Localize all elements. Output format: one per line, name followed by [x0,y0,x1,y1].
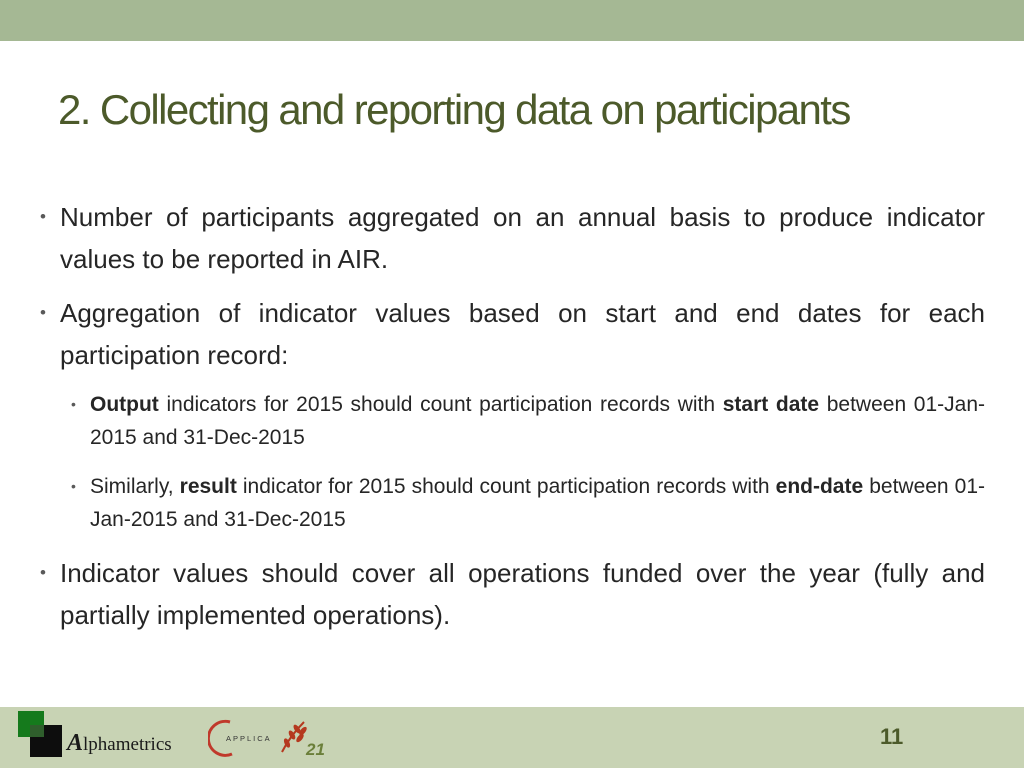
sub-bullet-text: indicator for 2015 should count participation records with [236,475,776,498]
slide-content [40,196,985,648]
sub-bullet-text: between 01-Jan-2015 and 31-Dec-2015 [90,393,985,449]
wheat-icon [282,722,308,752]
applica-text: APPLICA [226,734,272,743]
applica21-logo [208,716,332,758]
alphametrics-initial: A [67,730,84,756]
sub-bullet-text: Similarly, [90,475,180,498]
bold-term: Output [90,393,159,416]
alphametrics-name: lphametrics [83,734,172,755]
sub-bullet-item [71,388,985,454]
alphametrics-wordmark [67,730,172,757]
applica-number: 21 [306,740,325,758]
bold-term: start date [722,393,820,416]
bold-term: end-date [775,475,864,498]
sub-bullet-text: between 01-Jan-2015 and 31-Dec-2015 [90,475,985,531]
top-accent-bar [0,0,1024,41]
page-number: 11 [880,724,904,749]
sub-bullet-text: indicators for 2015 should count participation records with [158,393,723,416]
bold-term: result [179,475,237,498]
bullet-item: • Number of participants aggregated on an annual basis to produce indicator values to be reported in AIR. [40,196,985,280]
sub-bullet-item [71,470,985,536]
bullet-item: • Indicator values should cover all operations funded over the year (fully and partially implemented operations). [40,552,985,636]
slide-title: 2. Collecting and reporting data on participants [58,86,850,133]
bullet-item: • Aggregation of indicator values based on start and end dates for each participation record: [40,292,985,376]
alphametrics-logo-icon [18,711,62,757]
